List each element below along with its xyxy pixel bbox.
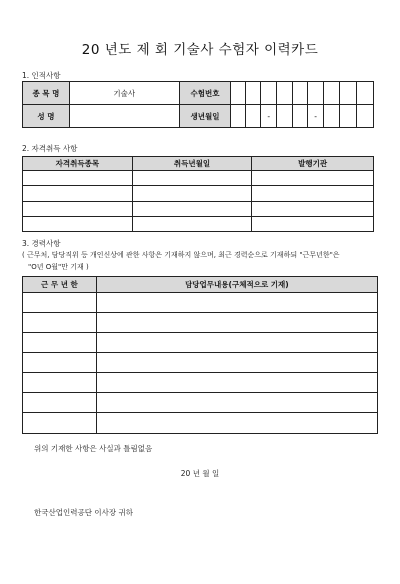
- cert-cell: [252, 201, 374, 216]
- cert-cell: [23, 201, 133, 216]
- name-label: 성 명: [23, 105, 70, 128]
- birthdate-label: 생년월일: [179, 105, 231, 128]
- career-cell: [23, 293, 97, 313]
- cert-cell: [23, 216, 133, 231]
- table-row: [23, 293, 378, 313]
- career-note-line2: "O년 O월"만 기재 ): [28, 263, 89, 271]
- section-career-heading: 3. 경력사항: [22, 239, 61, 248]
- table-row: [23, 353, 378, 373]
- birthdate-cell: [340, 105, 357, 128]
- cert-cell: [252, 171, 374, 186]
- table-row: [23, 313, 378, 333]
- section-certification-heading: 2. 자격취득 사항: [22, 144, 78, 153]
- exam-number-cell: [277, 82, 293, 105]
- birthdate-dash: -: [261, 105, 277, 128]
- career-cell: [96, 413, 377, 434]
- subject-label: 종 목 명: [23, 82, 70, 105]
- exam-number-label: 수험번호: [179, 82, 231, 105]
- career-cell: [96, 353, 377, 373]
- exam-number-cell: [308, 82, 324, 105]
- exam-number-cell: [340, 82, 357, 105]
- birthdate-cell: [356, 105, 373, 128]
- cert-col-date: 취득년월일: [132, 157, 252, 171]
- subject-value: 기술사: [69, 82, 179, 105]
- career-cell: [23, 373, 97, 393]
- certification-table: [22, 156, 374, 232]
- birthdate-cell: [246, 105, 261, 128]
- career-cell: [23, 353, 97, 373]
- exam-number-cell: [293, 82, 308, 105]
- signature-date: 20 년 월 일: [180, 469, 220, 478]
- career-cell: [23, 393, 97, 413]
- table-row: [23, 216, 374, 231]
- cert-cell: [252, 216, 374, 231]
- personal-info-table: [22, 81, 374, 128]
- addressee: 한국산업인력공단 이사장 귀하: [34, 508, 133, 517]
- career-cell: [23, 413, 97, 434]
- exam-number-cell: [261, 82, 277, 105]
- cert-cell: [132, 171, 252, 186]
- cert-cell: [252, 186, 374, 201]
- cert-cell: [132, 216, 252, 231]
- exam-number-cell: [231, 82, 246, 105]
- career-col-duties: 담당업무내용(구체적으로 기재): [96, 277, 377, 293]
- table-row: [23, 413, 378, 434]
- table-row: [23, 373, 378, 393]
- birthdate-cell: [293, 105, 308, 128]
- cert-cell: [132, 201, 252, 216]
- table-row: [23, 393, 378, 413]
- table-row: [23, 201, 374, 216]
- career-cell: [96, 393, 377, 413]
- career-cell: [96, 373, 377, 393]
- cert-cell: [23, 186, 133, 201]
- career-cell: [96, 313, 377, 333]
- career-cell: [23, 333, 97, 353]
- career-cell: [96, 333, 377, 353]
- page-title: 20 년도 제 회 기술사 수험자 이력카드: [81, 42, 319, 58]
- cert-cell: [23, 171, 133, 186]
- birthdate-cell: [324, 105, 340, 128]
- table-row: [23, 333, 378, 353]
- exam-number-cell: [324, 82, 340, 105]
- cert-cell: [132, 186, 252, 201]
- table-row: [23, 186, 374, 201]
- section-personal-heading: 1. 인적사항: [22, 71, 61, 80]
- name-value: [69, 105, 179, 128]
- career-cell: [23, 313, 97, 333]
- cert-col-issuer: 발행기관: [252, 157, 374, 171]
- certification-statement: 위의 기재한 사항은 사실과 틀림없음: [34, 444, 153, 453]
- birthdate-cell: [277, 105, 293, 128]
- table-row: [23, 171, 374, 186]
- birthdate-cell: [231, 105, 246, 128]
- career-table: [22, 276, 378, 434]
- exam-number-cell: [356, 82, 373, 105]
- birthdate-dash: -: [308, 105, 324, 128]
- exam-number-cell: [246, 82, 261, 105]
- career-col-period: 근 무 년 한: [23, 277, 97, 293]
- career-cell: [96, 293, 377, 313]
- career-note-line1: ( 근무처, 담당직위 등 개인신상에 관한 사항은 기재하지 않으며, 최근 경력순으로 기재하되 "근무년한"은: [22, 251, 340, 259]
- cert-col-subject: 자격취득종목: [23, 157, 133, 171]
